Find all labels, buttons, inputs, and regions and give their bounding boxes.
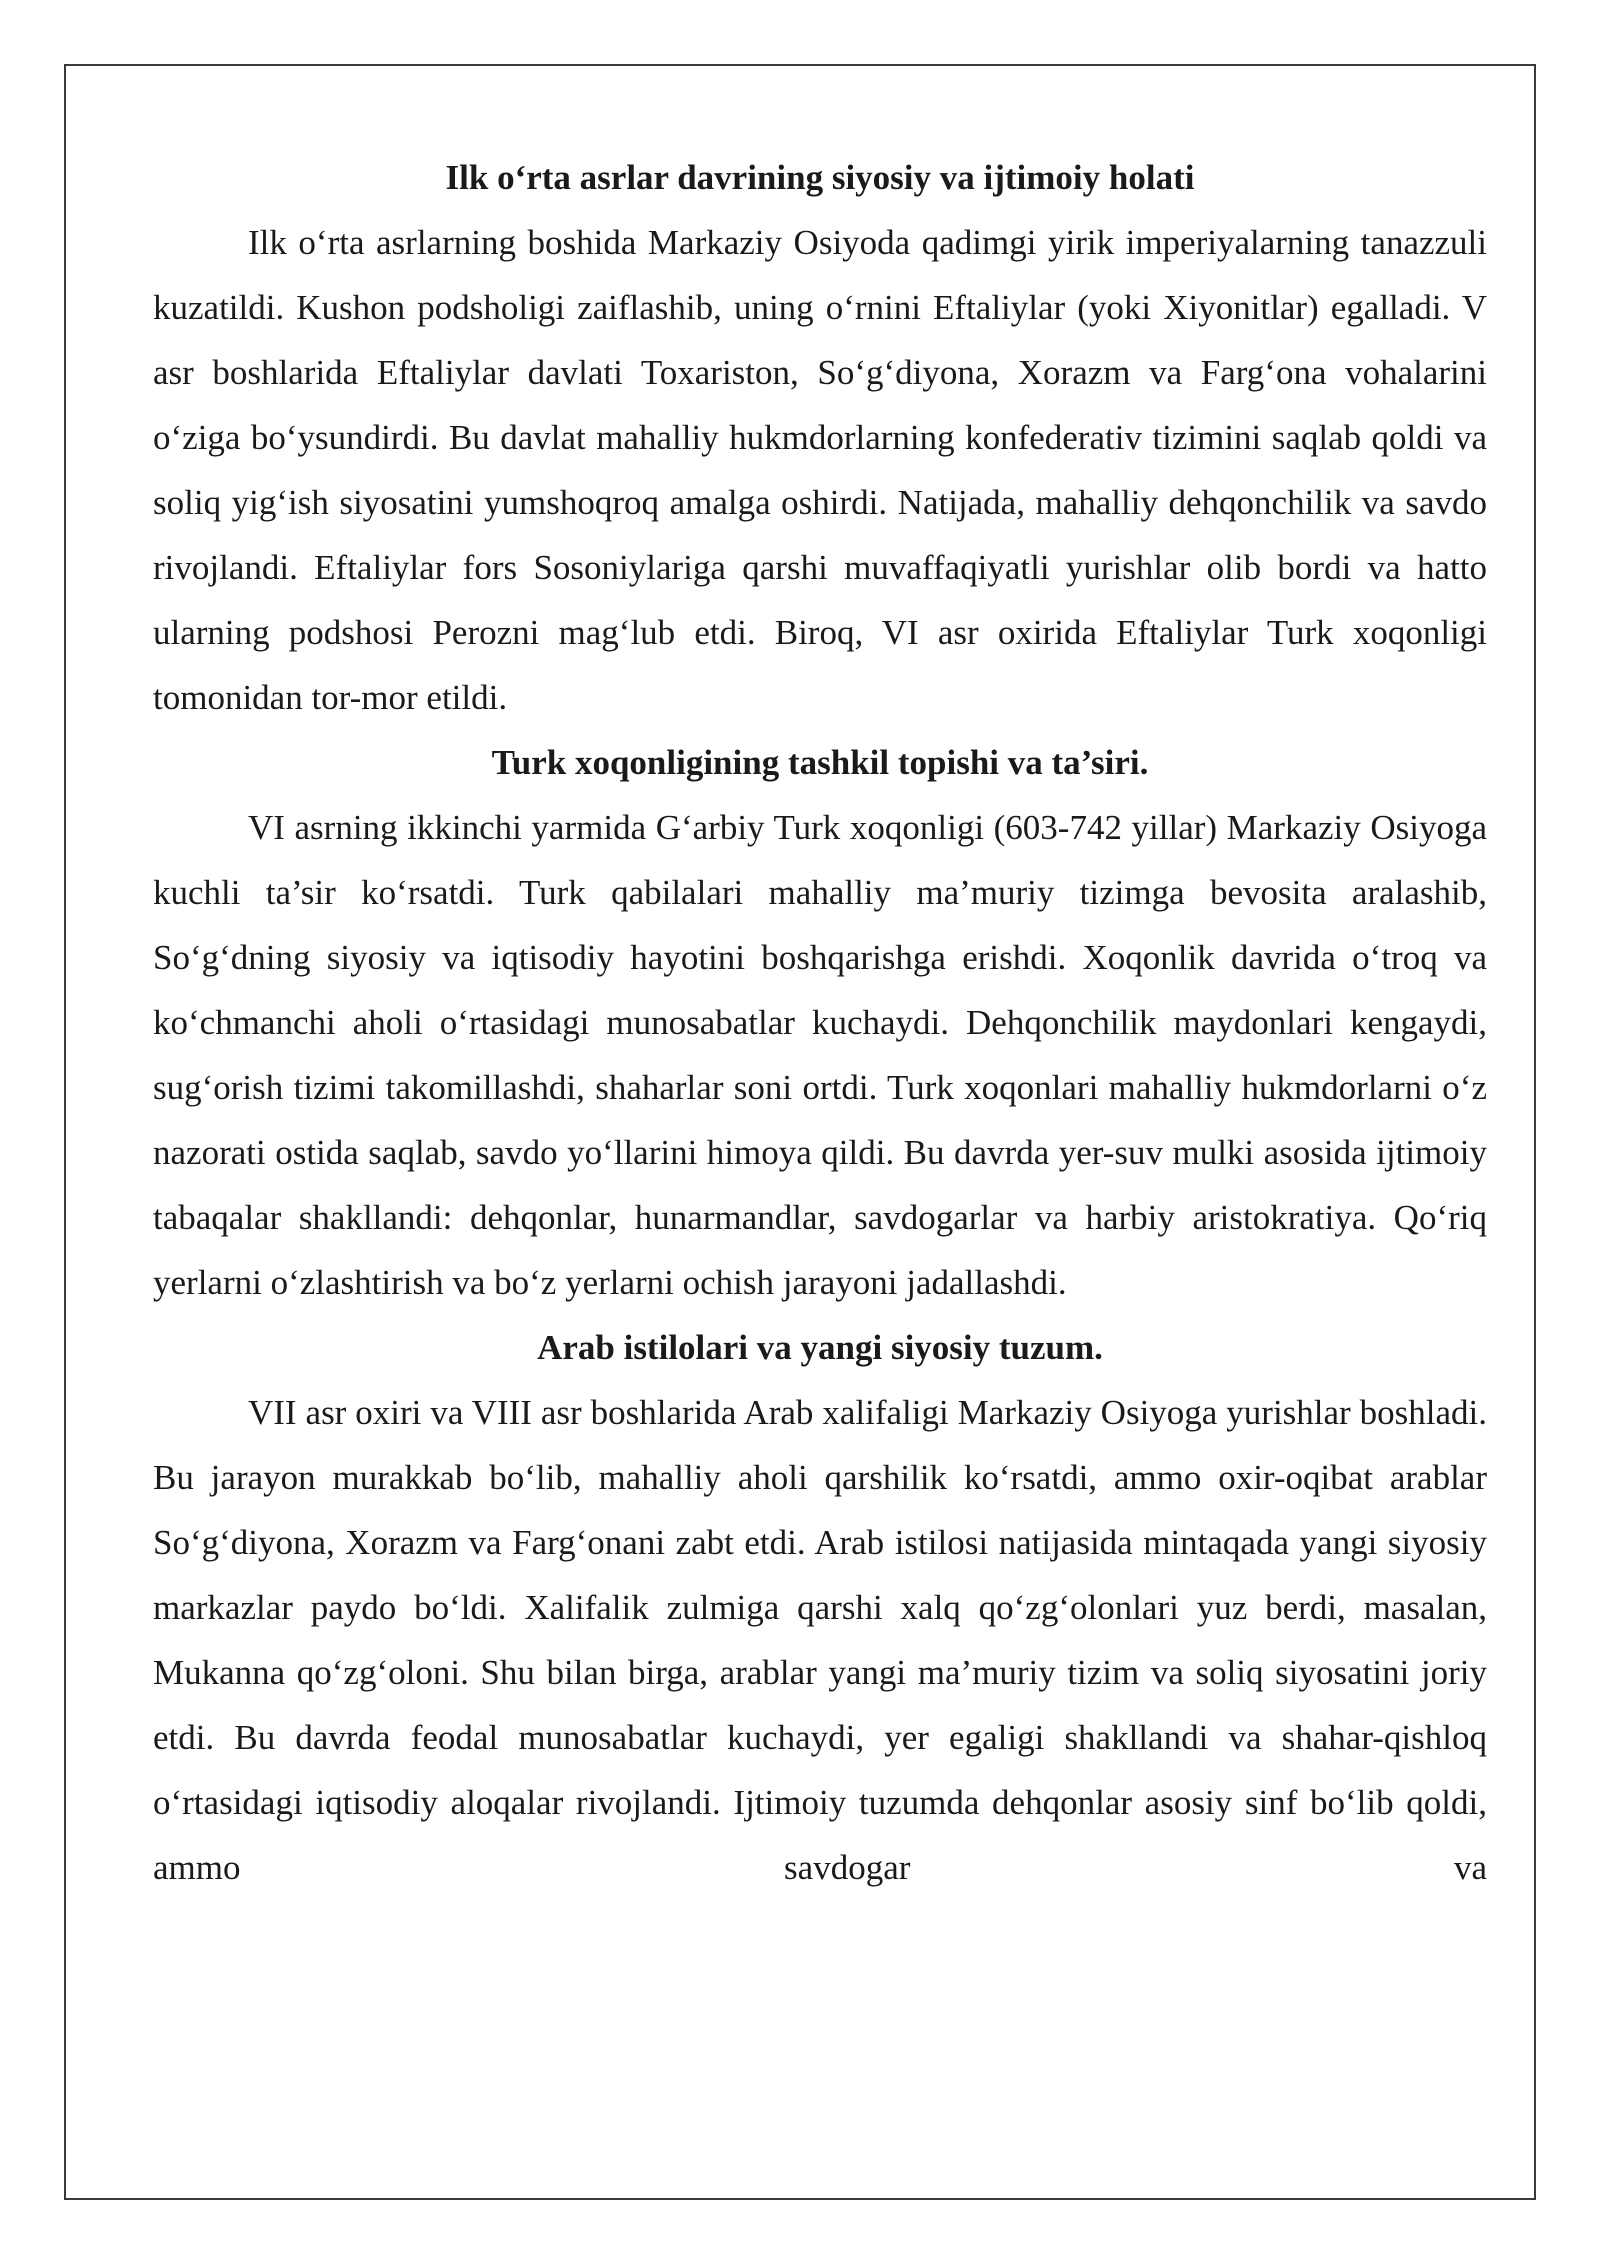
section-paragraph-1: Ilk o‘rta asrlarning boshida Markaziy Osiyoda qadimgi yirik imperiyalarning tanazzuli kuzatildi. Kushon podsholigi zaiflashib, uning o‘rnini Eftaliylar (yoki Xiyonitlar) egalladi. V asr boshlarida Eftaliylar davlati Toxariston, So‘g‘diyona, Xorazm va Farg‘ona vohalarini o‘ziga bo‘ysundirdi. Bu davlat mahalliy hukmdorlarning konfederativ tizimini saqlab qoldi va soliq yig‘ish siyosatini yumshoqroq amalga oshirdi. Natijada, mahalliy dehqonchilik va savdo rivojlandi. Eftaliylar fors Sosoniylariga qarshi muvaffaqiyatli yurishlar olib bordi va hatto ularning podshosi Perozni mag‘lub etdi. Biroq, VI asr oxirida Eftaliylar Turk xoqonligi tomonidan tor-mor etildi. [153, 223, 1487, 717]
section-heading-3: Arab istilolari va yangi siyosiy tuzum. [537, 1328, 1103, 1367]
section-heading-1: Ilk o‘rta asrlar davrining siyosiy va ijtimoiy holati [445, 158, 1195, 197]
section-heading-2: Turk xoqonligining tashkil topishi va ta’siri. [491, 743, 1149, 782]
section-paragraph-3: VII asr oxiri va VIII asr boshlarida Arab xalifaligi Markaziy Osiyoga yurishlar boshladi. Bu jarayon murakkab bo‘lib, mahalliy aholi qarshilik ko‘rsatdi, ammo oxir-oqibat arablar So‘g‘diyona, Xorazm va Farg‘onani zabt etdi. Arab istilosi natijasida mintaqada yangi siyosiy markazlar paydo bo‘ldi. Xalifalik zulmiga qarshi xalq qo‘zg‘olonlari yuz berdi, masalan, Mukanna qo‘zg‘oloni. Shu bilan birga, arablar yangi ma’muriy tizim va soliq siyosatini joriy etdi. Bu davrda feodal munosabatlar kuchaydi, yer egaligi shakllandi va shahar-qishloq o‘rtasidagi iqtisodiy aloqalar rivojlandi. Ijtimoiy tuzumda dehqonlar asosiy sinf bo‘lib qoldi, ammo savdogar va [153, 1393, 1487, 1887]
section-paragraph-2: VI asrning ikkinchi yarmida G‘arbiy Turk xoqonligi (603-742 yillar) Markaziy Osiyoga kuchli ta’sir ko‘rsatdi. Turk qabilalari mahalliy ma’muriy tizimga bevosita aralashib, So‘g‘dning siyosiy va iqtisodiy hayotini boshqarishga erishdi. Xoqonlik davrida o‘troq va ko‘chmanchi aholi o‘rtasidagi munosabatlar kuchaydi. Dehqonchilik maydonlari kengaydi, sug‘orish tizimi takomillashdi, shaharlar soni ortdi. Turk xoqonlari mahalliy hukmdorlarni o‘z nazorati ostida saqlab, savdo yo‘llarini himoya qildi. Bu davrda yer-suv mulki asosida ijtimoiy tabaqalar shakllandi: dehqonlar, hunarmandlar, savdogarlar va harbiy aristokratiya. Qo‘riq yerlarni o‘zlashtirish va bo‘z yerlarni ochish jarayoni jadallashdi. [153, 808, 1487, 1302]
document-body [153, 145, 1487, 1900]
